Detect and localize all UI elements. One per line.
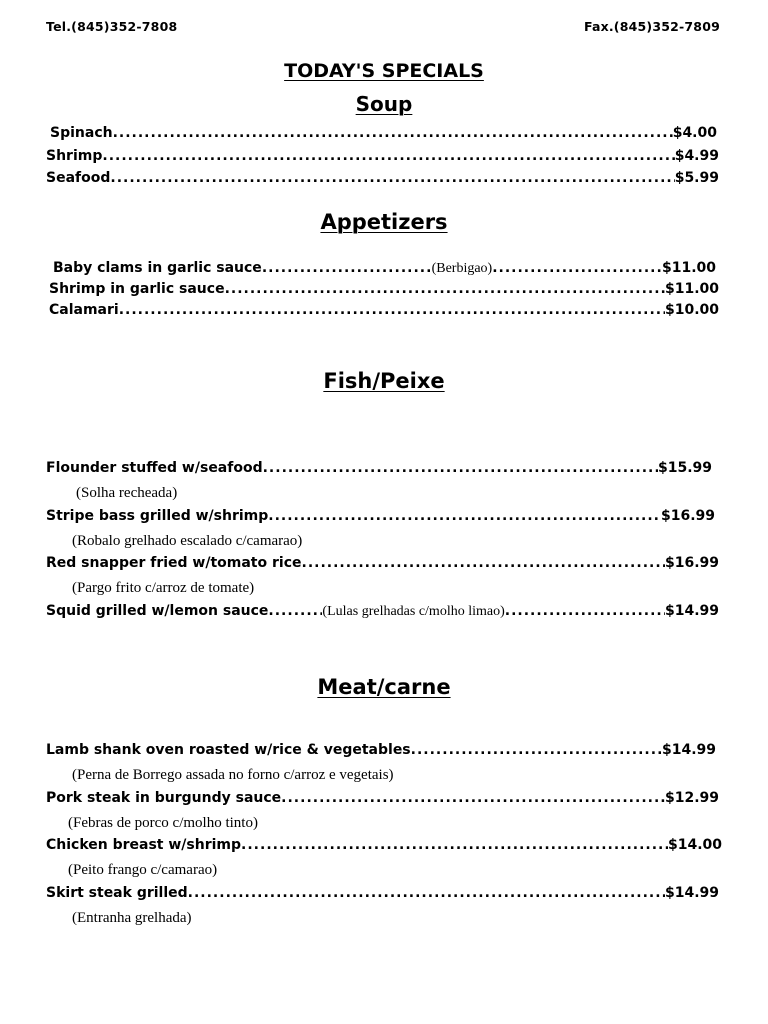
item-name: Red snapper fried w/tomato rice [46, 555, 302, 571]
item-name: Pork steak in burgundy sauce [46, 790, 282, 806]
item-translation: (Pargo frito c/arroz de tomate) [72, 580, 255, 596]
item-price: $15.99 [657, 460, 712, 476]
menu-item-lamb-shank [46, 742, 716, 762]
item-price: $16.99 [660, 508, 715, 524]
dot-leader [262, 260, 432, 276]
item-name: Baby clams in garlic sauce [53, 260, 262, 276]
item-price: $14.99 [664, 603, 719, 619]
menu-item-flounder [46, 460, 712, 480]
item-name: Shrimp [46, 148, 103, 164]
menu-item-squid [46, 603, 719, 623]
menu-item-red-snapper [46, 555, 719, 575]
item-name: Squid grilled w/lemon sauce [46, 603, 269, 619]
dot-leader [188, 885, 665, 901]
item-price: $5.99 [674, 170, 719, 186]
item-name: Skirt steak grilled [46, 885, 188, 901]
dot-leader [281, 790, 665, 806]
telephone-number: Tel.(845)352-7808 [46, 19, 178, 34]
menu-item-chicken-breast [46, 837, 722, 857]
dot-leader [492, 260, 662, 276]
item-price: $10.00 [664, 302, 719, 318]
dot-leader [268, 603, 322, 619]
dot-leader [110, 170, 674, 186]
dot-leader [263, 460, 658, 476]
item-portuguese-name: (Lulas grelhadas c/molho limao) [322, 604, 505, 619]
item-name: Stripe bass grilled w/shrimp [46, 508, 269, 524]
item-portuguese-name: (Berbigao) [431, 261, 493, 276]
dot-leader [302, 555, 665, 571]
item-price: $14.00 [667, 837, 722, 853]
item-name: Flounder stuffed w/seafood [46, 460, 263, 476]
dot-leader [241, 837, 668, 853]
menu-item-calamari [49, 302, 719, 322]
menu-item-pork-steak [46, 790, 719, 810]
menu-item-stripe-bass [46, 508, 715, 528]
item-price: $16.99 [664, 555, 719, 571]
section-heading-soup: Soup [355, 92, 413, 116]
item-name: Lamb shank oven roasted w/rice & vegetables [46, 742, 411, 758]
item-translation: (Solha recheada) [76, 485, 178, 501]
item-translation: (Perna de Borrego assada no forno c/arroz e vegetais) [72, 767, 394, 783]
item-name: Chicken breast w/shrimp [46, 837, 242, 853]
section-heading-meat: Meat/carne [317, 675, 451, 699]
dot-leader [102, 148, 674, 164]
item-price: $12.99 [664, 790, 719, 806]
menu-item-seafood-soup [46, 170, 719, 190]
item-translation: (Peito frango c/camarao) [68, 862, 218, 878]
item-translation: (Febras de porco c/molho tinto) [68, 815, 258, 831]
section-heading-appetizers: Appetizers [320, 210, 448, 234]
dot-leader [119, 302, 665, 318]
item-price: $11.00 [661, 260, 716, 276]
dot-leader [411, 742, 662, 758]
item-translation: (Robalo grelhado escalado c/camarao) [72, 533, 303, 549]
item-price: $11.00 [664, 281, 719, 297]
fax-number: Fax.(845)352-7809 [583, 19, 720, 34]
item-price: $14.99 [664, 885, 719, 901]
menu-item-baby-clams [53, 260, 716, 280]
section-heading-fish: Fish/Peixe [323, 369, 445, 393]
item-translation: (Entranha grelhada) [72, 910, 192, 926]
item-price: $14.99 [661, 742, 716, 758]
menu-item-shrimp-garlic [49, 281, 719, 301]
item-name: Seafood [46, 170, 111, 186]
dot-leader [505, 603, 665, 619]
dot-leader [113, 125, 673, 141]
item-price: $4.99 [674, 148, 719, 164]
item-name: Shrimp in garlic sauce [49, 281, 225, 297]
item-name: Calamari [49, 302, 119, 318]
item-price: $4.00 [672, 125, 717, 141]
dot-leader [268, 508, 661, 524]
dot-leader [225, 281, 665, 297]
page-title: TODAY'S SPECIALS [284, 60, 484, 82]
menu-item-shrimp-soup [46, 148, 719, 168]
menu-item-skirt-steak [46, 885, 719, 905]
menu-item-spinach [50, 125, 717, 145]
item-name: Spinach [50, 125, 113, 141]
